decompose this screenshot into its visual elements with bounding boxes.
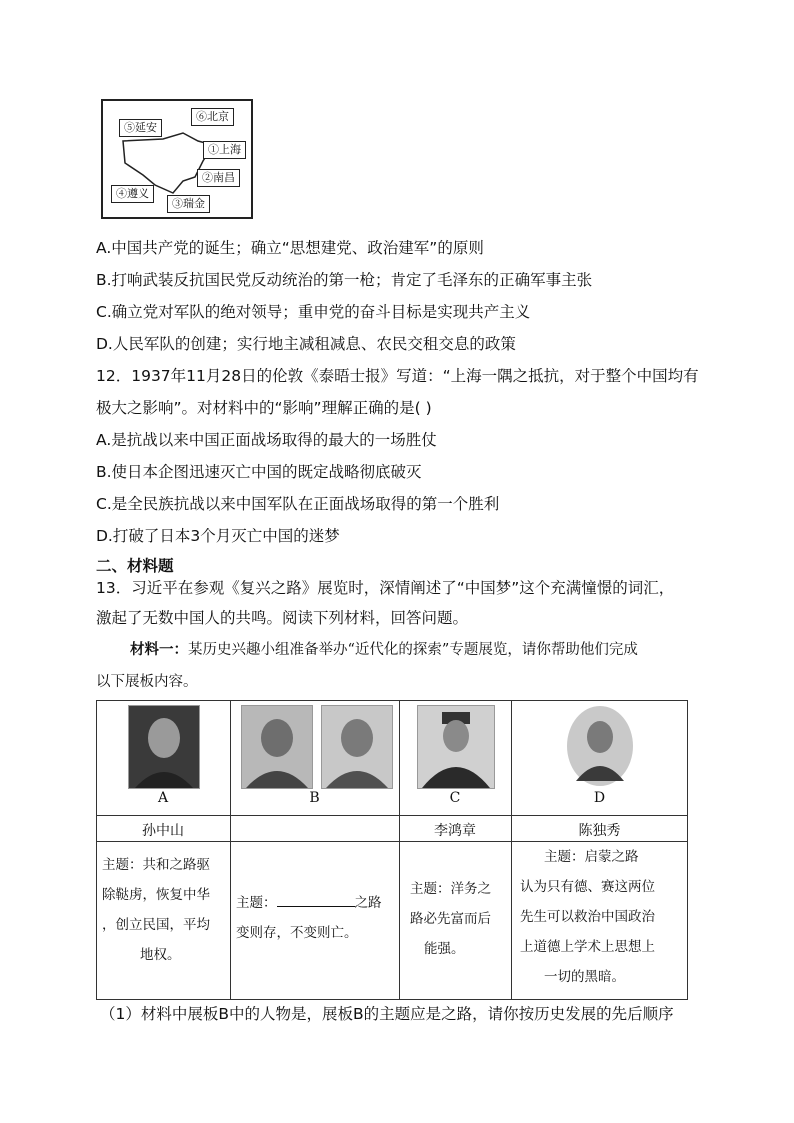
q11-option-c: C.确立党对军队的绝对领导；重申党的奋斗目标是实现共产主义	[96, 303, 531, 321]
q13-line1: 13．习近平在参观《复兴之路》展览时，深情阐述了“中国梦”这个充满憧憬的词汇，	[96, 579, 675, 597]
q12-option-c: C.是全民族抗战以来中国军队在正面战场取得的第一个胜利	[96, 495, 500, 513]
q13-line2: 激起了无数中国人的共鸣。阅读下列材料，回答问题。	[96, 609, 469, 627]
portrait-li-hongzhang	[417, 705, 495, 789]
material1-text: 某历史兴趣小组准备举办“近代化的探索”专题展览，请你帮助他们完成	[188, 642, 638, 658]
name-a: 孙中山	[142, 823, 184, 839]
portrait-chen-duxiu	[566, 705, 634, 787]
map-label-yanan: ⑤延安	[119, 119, 162, 137]
theme-a: 主题：共和之路驱 除鞑虏，恢复中华 ，创立民国，平均 地权。	[102, 857, 210, 963]
q11-option-d: D.人民军队的创建；实行地主减租减息、农民交租交息的政策	[96, 335, 516, 353]
exhibit-table	[96, 700, 688, 1000]
portrait-b-right	[321, 705, 393, 789]
section-title: 二、材料题	[96, 557, 174, 575]
map-label-shanghai: ①上海	[203, 141, 246, 159]
label-a: A	[157, 790, 169, 806]
q11-option-b: B.打响武装反抗国民党反动统治的第一枪；肯定了毛泽东的正确军事主张	[96, 271, 593, 289]
theme-b-blank[interactable]	[277, 892, 355, 907]
q12-option-a: A.是抗战以来中国正面战场取得的最大的一场胜仗	[96, 431, 437, 449]
map-label-nanchang: ②南昌	[197, 169, 240, 187]
label-d: D	[593, 790, 606, 806]
q11-option-a: A.中国共产党的诞生；确立“思想建党、政治建军”的原则	[96, 239, 484, 257]
material1-line1	[130, 640, 638, 660]
name-d: 陈独秀	[578, 823, 621, 839]
theme-b: 主题： 之路 变则存，不变则亡。	[236, 888, 398, 948]
portrait-sun-zhongshan	[128, 705, 200, 789]
map-label-zunyi: ④遵义	[111, 185, 154, 203]
q12-option-b: B.使日本企图迅速灭亡中国的既定战略彻底破灭	[96, 463, 422, 481]
material1-label: 材料一：	[130, 641, 188, 658]
material1-line2: 以下展板内容。	[96, 674, 198, 690]
q12-stem-line2: 极大之影响”。对材料中的“影响”理解正确的是( )	[96, 399, 432, 417]
route-map	[101, 99, 253, 219]
map-label-ruijin: ③瑞金	[167, 195, 210, 213]
label-b: B	[309, 790, 320, 806]
theme-c: 主题：洋务之 路必先富而后 能强。	[410, 881, 491, 957]
theme-d: 主题：启蒙之路 认为只有德、赛这两位 先生可以救治中国政治 上道德上学术上思想上 一切的黑暗。	[520, 849, 655, 985]
q13-sub1: （1）材料中展板B中的人物是，展板B的主题应是之路，请你按历史发展的先后顺序	[100, 1005, 674, 1023]
name-c: 李鸿章	[434, 823, 476, 839]
map-label-beijing: ⑥北京	[191, 108, 234, 126]
label-c: C	[449, 790, 461, 806]
portrait-b-left	[241, 705, 313, 789]
q12-option-d: D.打破了日本3个月灭亡中国的迷梦	[96, 527, 340, 545]
q12-stem-line1: 12．1937年11月28日的伦敦《泰晤士报》写道：“上海一隅之抵抗，对于整个中国均有	[96, 367, 699, 385]
